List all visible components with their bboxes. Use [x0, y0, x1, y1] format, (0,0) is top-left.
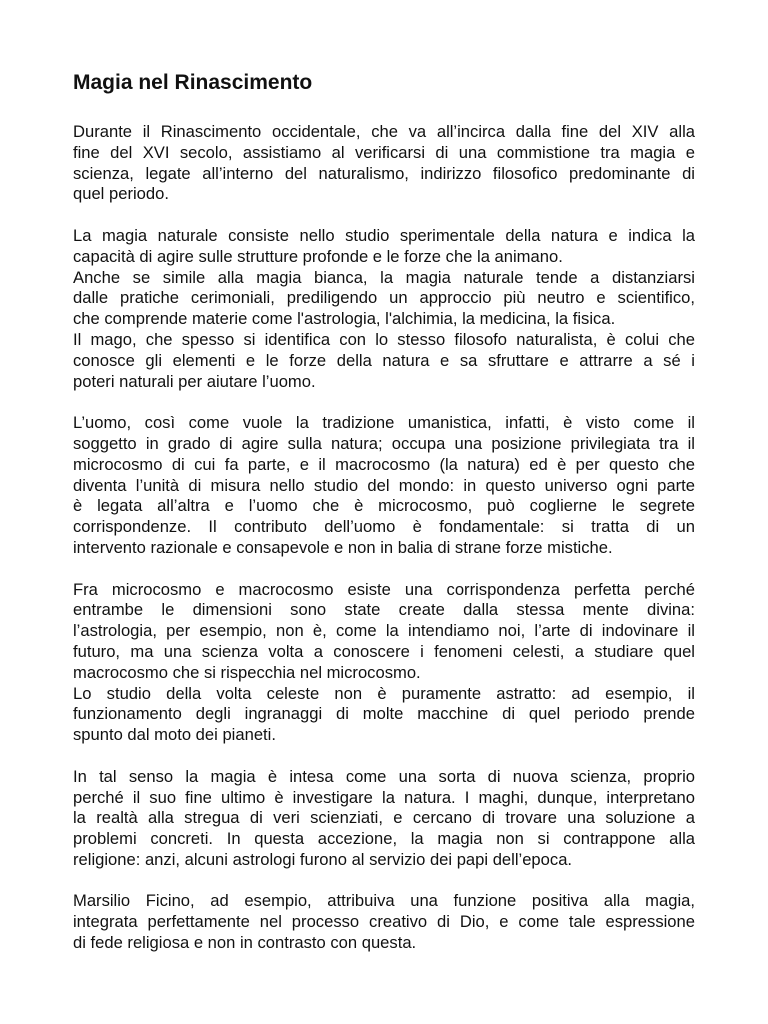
text-line: Il mago, che spesso si identifica con lo stesso filosofo naturalista, è colui che — [73, 329, 695, 349]
text-line: religione: anzi, alcuni astrologi furono al servizio dei papi dell’epoca. — [73, 849, 573, 869]
text-line: futuro, ma una scienza volta a conoscere i fenomeni celesti, a studiare quel — [73, 641, 695, 661]
text-line: La magia naturale consiste nello studio sperimentale della natura e indica la — [73, 225, 695, 245]
text-line: Lo studio della volta celeste non è puramente astratto: ad esempio, il — [73, 683, 695, 703]
text-line: poteri naturali per aiutare l’uomo. — [73, 371, 316, 391]
text-line: L’uomo, così come vuole la tradizione umanistica, infatti, è visto come il — [73, 413, 695, 433]
text-line: di fede religiosa e non in contrasto con questa. — [73, 933, 417, 953]
text-line: soggetto in grado di agire sulla natura; occupa una posizione privilegiata tra il — [73, 433, 695, 453]
text-line: entrambe le dimensioni sono state create dalla stessa mente divina: — [73, 600, 695, 620]
text-line: macrocosmo che si rispecchia nel microcosmo. — [73, 662, 421, 682]
text-line: Durante il Rinascimento occidentale, che va all’incirca dalla fine del XIV alla — [73, 122, 695, 141]
text-line: scienza, legate all’interno del naturalismo, indirizzo filosofico predominante di — [73, 163, 695, 183]
text-line: Marsilio Ficino, ad esempio, attribuiva una funzione positiva alla magia, — [73, 891, 695, 911]
paragraph-4 — [73, 580, 695, 746]
document-body — [73, 122, 695, 975]
text-line: In tal senso la magia è intesa come una sorta di nuova scienza, proprio — [73, 766, 695, 786]
text-line: integrata perfettamente nel processo creativo di Dio, e come tale espressione — [73, 912, 695, 932]
text-line: Anche se simile alla magia bianca, la magia naturale tende a distanziarsi — [73, 267, 695, 287]
text-line: microcosmo di cui fa parte, e il macrocosmo (la natura) ed è per questo che — [73, 454, 695, 474]
text-line: che comprende materie come l'astrologia, l'alchimia, la medicina, la fisica. — [73, 309, 616, 329]
text-line: l’astrologia, per esempio, non è, come la intendiamo noi, l’arte di indovinare il — [73, 621, 695, 641]
text-line: problemi concreti. In questa accezione, la magia non si contrappone alla — [73, 829, 695, 849]
paragraph-1 — [73, 122, 695, 205]
text-line: dalle pratiche cerimoniali, prediligendo un approccio più neutro e scientifico, — [73, 288, 695, 308]
text-line: intervento razionale e consapevole e non in balia di strane forze mistiche. — [73, 537, 613, 557]
paragraph-5 — [73, 767, 695, 871]
document-title: Magia nel Rinascimento — [73, 71, 313, 94]
text-line: è legata all’altra e l’uomo che è microcosmo, può coglierne le segrete — [73, 496, 695, 516]
paragraph-3 — [73, 413, 695, 559]
paragraph-6 — [73, 891, 695, 953]
text-line: Fra microcosmo e macrocosmo esiste una corrispondenza perfetta perché — [73, 579, 695, 599]
text-line: perché il suo fine ultimo è investigare la natura. I maghi, dunque, interpretano — [73, 787, 695, 807]
text-line: capacità di agire sulle strutture profonde e le forze che la animano. — [73, 246, 563, 266]
paragraph-2 — [73, 226, 695, 392]
text-line: diventa l’unità di misura nello studio del mondo: in questo universo ogni parte — [73, 475, 695, 495]
text-line: corrispondenze. Il contributo dell’uomo è fondamentale: si tratta di un — [73, 517, 695, 537]
text-line: la realtà alla stregua di veri scienziati, e cercano di trovare una soluzione a — [73, 808, 695, 828]
text-line: fine del XVI secolo, assistiamo al verificarsi di una commistione tra magia e — [73, 142, 695, 162]
text-line: conosce gli elementi e le forze della natura e sa sfruttare e attrarre a sé i — [73, 350, 695, 370]
text-line: quel periodo. — [73, 184, 169, 204]
text-line: spunto dal moto dei pianeti. — [73, 725, 276, 745]
text-line: funzionamento degli ingranaggi di molte macchine di quel periodo prende — [73, 704, 695, 724]
